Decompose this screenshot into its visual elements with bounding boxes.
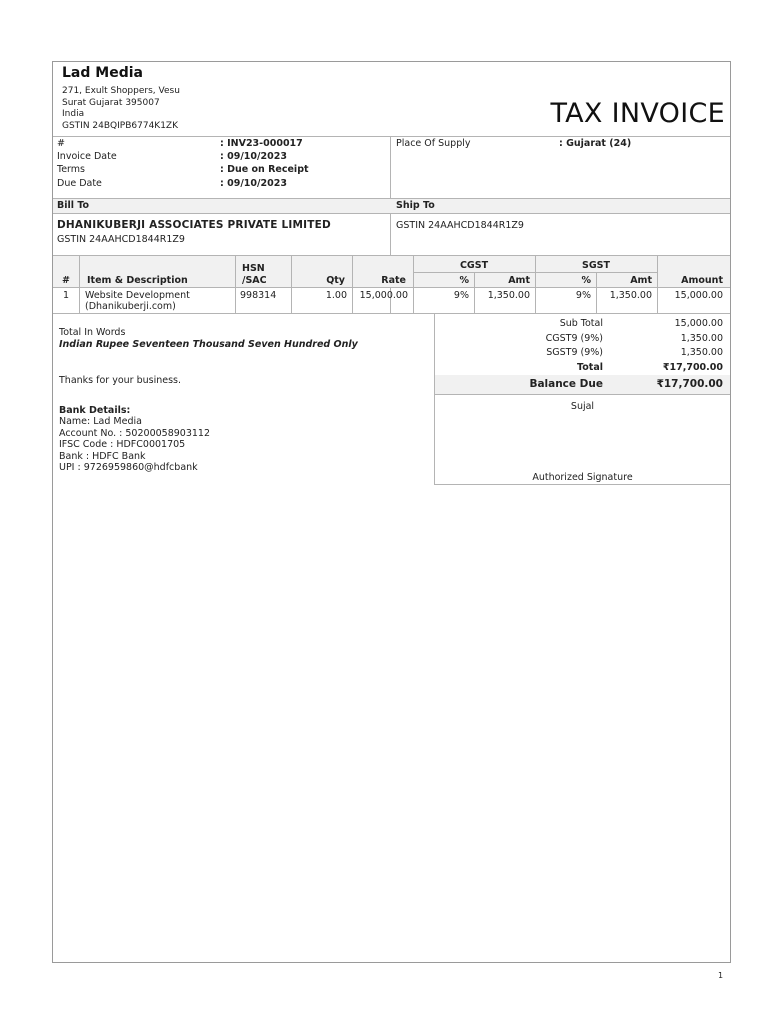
col-header-item: Item & Description [87, 275, 188, 286]
sub-total-value: 15,000.00 [674, 318, 723, 329]
balance-due-value: ₹17,700.00 [656, 378, 723, 390]
col-header-cgst: CGST [459, 260, 489, 271]
address-line: 271, Exult Shoppers, Vesu [62, 86, 180, 96]
bill-to-gstin: GSTIN 24AAHCD1844R1Z9 [57, 234, 185, 245]
col-header-qty: Qty [326, 275, 345, 286]
page-number: 1 [718, 971, 724, 980]
column-divider [79, 256, 80, 313]
col-header-cgst-pct: % [459, 275, 469, 286]
bill-to-name: DHANIKUBERJI ASSOCIATES PRIVATE LIMITED [57, 219, 331, 231]
row-sgst-pct: 9% [575, 290, 591, 301]
balance-due-label: Balance Due [529, 378, 603, 390]
total-in-words-value: Indian Rupee Seventeen Thousand Seven Hundred Only [59, 339, 358, 350]
row-description: (Dhanikuberji.com) [85, 301, 176, 312]
col-header-amount: Amount [681, 275, 723, 286]
row-cgst-pct: 9% [453, 290, 469, 301]
divider [53, 313, 730, 314]
divider [53, 255, 730, 256]
ship-to-gstin: GSTIN 24AAHCD1844R1Z9 [396, 220, 524, 231]
company-name: Lad Media [62, 65, 143, 81]
sub-total-label: Sub Total [559, 318, 603, 329]
row-hsn: 998314 [240, 290, 277, 301]
invoice-frame [52, 61, 731, 963]
ship-to-header: Ship To [396, 200, 435, 211]
invoice-number-value: : INV23-000017 [220, 138, 303, 149]
divider [434, 394, 730, 395]
invoice-number-label: # [57, 138, 65, 149]
authorized-signature-caption: Authorized Signature [532, 472, 633, 483]
address-line: India [62, 109, 85, 120]
col-header-sgst: SGST [582, 260, 610, 271]
bank-detail-line: Name: Lad Media [59, 416, 142, 427]
cgst-label: CGST9 (9%) [545, 333, 603, 344]
bank-details [59, 416, 210, 474]
thanks-note: Thanks for your business. [59, 375, 182, 386]
cgst-value: 1,350.00 [680, 333, 723, 344]
col-header-sac: /SAC [242, 275, 267, 286]
divider [434, 314, 435, 485]
divider [53, 198, 730, 199]
due-date-label: Due Date [57, 178, 102, 189]
divider [53, 213, 730, 214]
due-date-value: : 09/10/2023 [220, 178, 287, 189]
bank-detail-line: UPI : 9726959860@hdfcbank [59, 462, 198, 474]
company-gstin: GSTIN 24BQIPB6774K1ZK [62, 120, 178, 131]
place-of-supply-label: Place Of Supply [396, 138, 471, 149]
divider [434, 484, 730, 485]
divider [53, 136, 730, 137]
company-address [62, 86, 180, 132]
address-line: Surat Gujarat 395007 [62, 97, 160, 108]
column-divider [235, 256, 236, 313]
bank-detail-line: IFSC Code : HDFC0001705 [59, 439, 186, 451]
row-amount: 15,000.00 [674, 290, 723, 301]
row-sgst-amt: 1,350.00 [609, 290, 652, 301]
col-header-num: # [62, 275, 70, 286]
sgst-value: 1,350.00 [680, 347, 723, 358]
document-title: TAX INVOICE [550, 98, 725, 129]
place-of-supply-value: : Gujarat (24) [559, 138, 632, 149]
row-rate: 15,000.00 [359, 290, 408, 301]
terms-value: : Due on Receipt [220, 164, 309, 175]
total-in-words-label: Total In Words [59, 327, 126, 338]
bill-to-header: Bill To [57, 200, 90, 211]
sgst-label: SGST9 (9%) [546, 347, 603, 358]
bank-detail-line: Account No. : 50200058903112 [59, 427, 211, 439]
invoice-date-value: : 09/10/2023 [220, 151, 287, 162]
total-value: ₹17,700.00 [662, 362, 723, 373]
bank-details-heading: Bank Details: [59, 405, 131, 416]
col-header-sgst-amt: Amt [630, 275, 652, 286]
col-header-cgst-amt: Amt [508, 275, 530, 286]
invoice-date-label: Invoice Date [57, 151, 117, 162]
row-num: 1 [62, 290, 70, 301]
row-qty: 1.00 [325, 290, 347, 301]
col-header-rate: Rate [381, 275, 406, 286]
signatory-name: Sujal [570, 401, 595, 412]
divider [53, 287, 730, 288]
row-item: Website Development [85, 290, 190, 301]
col-header-hsn: HSN [242, 263, 265, 274]
total-label: Total [577, 362, 603, 373]
terms-label: Terms [57, 164, 85, 175]
bank-detail-line: Bank : HDFC Bank [59, 450, 146, 462]
row-cgst-amt: 1,350.00 [487, 290, 530, 301]
col-header-sgst-pct: % [581, 275, 591, 286]
address-header-bar [53, 199, 730, 213]
